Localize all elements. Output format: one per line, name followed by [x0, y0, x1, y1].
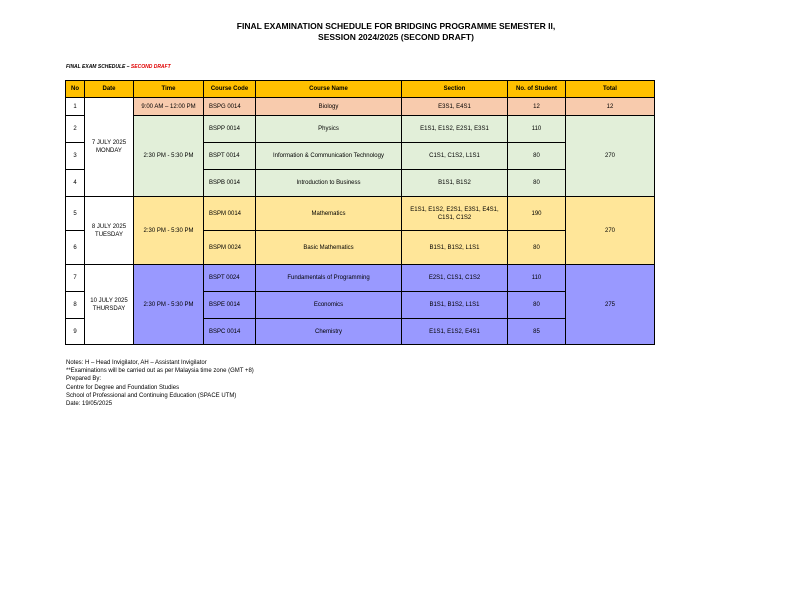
course-name: Biology [256, 98, 402, 116]
header-no: No [66, 81, 85, 98]
day-text: TUESDAY [95, 231, 123, 238]
row-no: 9 [66, 319, 85, 345]
date-cell [85, 265, 134, 345]
subheading-highlight: SECOND DRAFT [130, 64, 171, 70]
row-no: 4 [66, 170, 85, 197]
course-name: Physics [256, 116, 402, 143]
section-cell: E2S1, C1S1, C1S2 [402, 265, 508, 292]
student-count: 12 [508, 98, 566, 116]
header-course-code: Course Code [204, 81, 256, 98]
section-cell: B1S1, B1S2, L1S1 [402, 231, 508, 265]
section-cell: E1S1, E1S2, E4S1 [402, 319, 508, 345]
total-cell: 12 [566, 98, 655, 116]
total-cell: 270 [566, 116, 655, 197]
total-cell: 270 [566, 197, 655, 265]
course-code: BSPE 0014 [204, 292, 256, 319]
day-text: MONDAY [96, 148, 122, 154]
day-text: THURSDAY [92, 305, 126, 312]
student-count: 80 [508, 170, 566, 197]
note-centre: Centre for Degree and Foundation Studies [66, 384, 180, 391]
section-cell: B1S1, B1S2 [402, 170, 508, 197]
title-line-2: SESSION 2024/2025 (SECOND DRAFT) [318, 32, 474, 42]
note-prepared-by: Prepared By: [66, 376, 102, 383]
header-time: Time [134, 81, 204, 98]
row-no: 1 [66, 98, 85, 116]
time-cell: 2:30 PM - 5:30 PM [134, 197, 204, 265]
course-name: Chemistry [256, 319, 402, 345]
course-code: BSPP 0014 [204, 116, 256, 143]
subheading-prefix: FINAL EXAM SCHEDULE – [66, 64, 131, 70]
header-section: Section [402, 81, 508, 98]
date-cell [85, 98, 134, 197]
time-cell: 2:30 PM - 5:30 PM [134, 116, 204, 197]
table-row [66, 98, 655, 116]
note-timezone: **Examinations will be carried out as per Malaysia time zone (GMT +8) [66, 368, 254, 375]
student-count: 80 [508, 231, 566, 265]
note-date: Date: 19/05/2025 [66, 401, 113, 408]
header-students: No. of Student [508, 81, 566, 98]
course-code: BSPB 0014 [204, 170, 256, 197]
course-name: Basic Mathematics [256, 231, 402, 265]
student-count: 190 [508, 197, 566, 231]
section-cell: C1S1, C1S2, L1S1 [402, 143, 508, 170]
date-text: 10 JULY 2025 [90, 297, 128, 304]
student-count: 80 [508, 292, 566, 319]
student-count: 85 [508, 319, 566, 345]
section-cell: E3S1, E4S1 [402, 98, 508, 116]
note-school: School of Professional and Continuing Education (SPACE UTM) [66, 392, 237, 399]
date-text: 8 JULY 2025 [91, 223, 127, 230]
title-line-1: FINAL EXAMINATION SCHEDULE FOR BRIDGING PROGRAMME SEMESTER II, [236, 21, 556, 31]
course-name: Information & Communication Technology [256, 143, 402, 170]
table-row [66, 265, 655, 292]
section-cell: B1S1, B1S2, L1S1 [402, 292, 508, 319]
note-invigilator: Notes: H – Head Invigilator, AH – Assistant Invigilator [66, 360, 207, 366]
section-cell: E1S1, E1S2, E2S1, E3S1, E4S1, C1S1, C1S2 [402, 197, 508, 231]
time-cell: 2:30 PM - 5:30 PM [134, 265, 204, 345]
row-no: 3 [66, 143, 85, 170]
header-total: Total [566, 81, 655, 98]
course-code: BSPC 0014 [204, 319, 256, 345]
row-no: 7 [66, 265, 85, 292]
student-count: 110 [508, 265, 566, 292]
student-count: 110 [508, 116, 566, 143]
total-cell: 275 [566, 265, 655, 345]
section-cell: E1S1, E1S2, E2S1, E3S1 [402, 116, 508, 143]
course-code: BSPT 0014 [204, 143, 256, 170]
table-row [66, 116, 655, 143]
time-cell: 9:00 AM – 12:00 PM [134, 98, 204, 116]
course-name: Mathematics [256, 197, 402, 231]
table-header-row [66, 81, 655, 98]
date-cell [85, 197, 134, 265]
course-code: BSPM 0014 [204, 197, 256, 231]
row-no: 5 [66, 197, 85, 231]
course-code: BSPG 0014 [204, 98, 256, 116]
header-date: Date [85, 81, 134, 98]
header-course-name: Course Name [256, 81, 402, 98]
student-count: 80 [508, 143, 566, 170]
course-name: Introduction to Business [256, 170, 402, 197]
document-title [0, 21, 792, 43]
course-name: Economics [256, 292, 402, 319]
course-code: BSPT 0024 [204, 265, 256, 292]
course-name: Fundamentals of Programming [256, 265, 402, 292]
table-row [66, 197, 655, 231]
row-no: 6 [66, 231, 85, 265]
draft-subheading [66, 64, 171, 70]
course-code: BSPM 0024 [204, 231, 256, 265]
row-no: 8 [66, 292, 85, 319]
date-text: 7 JULY 2025 [91, 140, 127, 146]
notes-block [66, 359, 254, 408]
exam-schedule-table [65, 80, 655, 345]
row-no: 2 [66, 116, 85, 143]
